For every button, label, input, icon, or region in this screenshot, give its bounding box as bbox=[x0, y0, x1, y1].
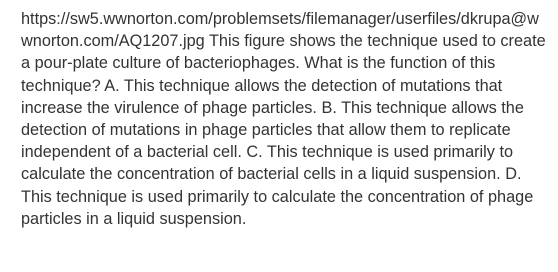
question-body-text: This figure shows the technique used to create a pour-plate culture of bacteriophages. What is the function of this technique? A. This technique allows the detection of mutations that increase the virulence of phage particles. B. This technique allows the detection of mutations in phage particles that allow them to replicate independent of a bacterial cell. C. This technique is used primarily to calculate the concentration of bacterial cells in a liquid suspension. D. This technique is used primarily to calculate the concentration of phage particles in a liquid suspension. bbox=[21, 32, 546, 228]
question-text-block bbox=[21, 8, 546, 230]
image-url-text: https://sw5.wwnorton.com/problemsets/filemanager/userfiles/dkrupa@wwnorton.com/AQ1207.jpg bbox=[21, 10, 539, 51]
